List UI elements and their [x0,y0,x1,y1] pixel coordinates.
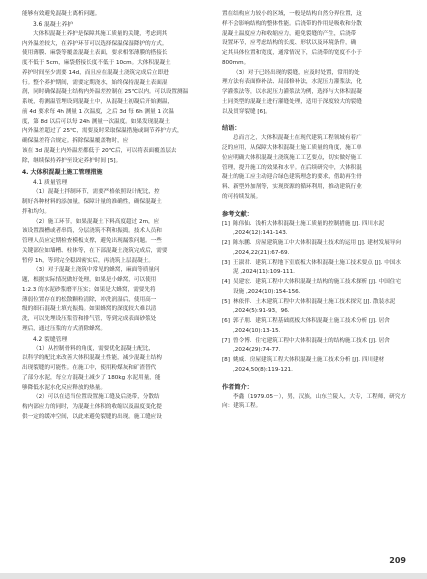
text-line: 前 4d 要求每 4h 测量 1 次温度，之后 3d 每 6h 测量 1 次温 [22,108,174,115]
text-line: 确保温差符合规定。拆除保温覆盖物时，应 [22,138,129,144]
text-line: 泛的应用，从保障大体积混凝土施工质量的角度，施工单 [222,145,362,151]
reference-text: 吴建宏．建筑工程中大体积混凝土结构的施工技术探析 [J]. 中国住宅设施 ,2024(10):154-156. [233,279,401,295]
paragraph-cracks-3 [222,69,406,118]
reference-text: 陈东鹏．房屋建筑施工中大体积混凝土技术的运用 [J]. 建材发展导向 ,2024,22(21):67-69. [233,240,401,256]
author-bio: 李鑫（1979.05－），男，汉族，山东兰陵人，大专，工程师，研究方向：建筑工程。 [222,393,406,410]
text-line: 料、新型外加剂等，实现资源的循环利用，推动建筑行业 [222,184,362,190]
text-line: （1）混凝土拌制环节，需要严格依照设计配比，控 [33,189,160,196]
text-line: 行。整个养护期间，需要定期浇水，始终保持混凝土表面湿 [22,79,168,86]
reference-number: [2] [222,240,230,246]
text-line: 大体积混凝土养护是保障其施工质量的关键，考虑到其 [33,30,168,37]
reference-number: [1] [222,220,230,227]
paragraph-quality-2 [22,218,204,267]
text-line: 供一定的缓冲空间，以此来避免裂缝的出现。施工缝应设 [22,413,162,420]
section-heading-curing: 3.6 混凝土养护 [33,21,74,28]
text-line: 学灌浆法等，以水泥压力灌浆法为例，选择与大体积混凝 [222,89,362,95]
reference-item [222,317,406,337]
reference-item [222,239,406,259]
paragraph-cracks-1 [22,345,204,394]
paragraph-cracks-2-cont [222,10,406,69]
text-line: 样不会影响结构的整体性能。后浇带的作用是吸收和分散 [222,20,362,27]
text-line: 混凝土温度应力和收缩应力，避免裂缝的产生，后浇带 [222,30,357,37]
paragraph-quality-3 [22,266,204,334]
text-line: 理后，通过压浆的方式消除蜂窝。 [22,325,106,332]
reference-item [222,337,406,357]
text-line: 置在结构应力较小的区域，一般是结构自然分界位置，这 [222,11,362,17]
reference-text: 曾令博．住宅建筑工程中大体积混凝土的结构施工技术 [J]. 居舍 ,2024(29):74-77. [233,337,390,354]
text-line: 以及贯穿裂缝 [6]。 [222,108,271,115]
text-line: 能够有效避免混凝土离析问题。 [22,11,101,17]
text-line: （1）从控制骨料的角度，需要优化混凝土配比， [33,345,155,352]
reference-text: 林依伴．土木建筑工程中大体积混凝土施工技术探究 [J]. 散装水泥 ,2024(5):91-93，96. [233,298,396,315]
text-line: 关键部位如墙槽、柱体等，在下部混凝土浇筑完成后，需要 [22,247,168,254]
text-line: （3）对于已经出现的裂缝，应及时处置，常用的处 [233,69,360,76]
reference-text: 陈伟仙．浅析大体积混凝土施工质量的控制措施 [J]. 四川水泥 ,2024(12):141-143. [233,220,385,237]
text-line: 的可持续发展。 [222,193,262,200]
conclusion-heading: 结语： [222,125,241,133]
text-line: （2）可以在适当位置设置施工缝及后浇带，分散结 [33,394,160,401]
text-line: 度，第 8d 以后可以每 24h 测量一次温度。如果发现混凝土 [22,118,170,125]
text-line: 总而言之，大体积混凝土在现代建筑工程领域有着广 [233,135,362,142]
text-line: （3）对于混凝土浇筑中常见的蜂窝，麻面等质量问 [33,267,160,274]
paragraph-cracks-2 [22,393,204,422]
reference-text: 王淑君．建筑工程地下室底板大体积混凝土施工技术要点 [J]. 中国水泥 ,2024(11):109-111. [233,259,401,276]
text-line: 暂停 1h，等到完全稳固密实后，再浇筑上层混凝土。 [22,257,154,264]
text-line: 位应明确大体积混凝土浇筑施工工艺要点，切实做好施工 [222,154,362,161]
text-line: 够降低水泥水化反应释放的热量。 [22,384,106,391]
text-line: 构内部应力的同时，为混凝土体积的收缩以及温度变化提 [22,404,162,410]
text-line: 洗，可以先埋设压浆管和排气管，等到完成表面砂浆处 [22,316,157,322]
paragraph-conclusion [222,134,406,202]
paragraph-quality-1 [22,188,204,217]
reference-item [222,220,406,240]
text-line: 理方法有表面修补法、局部修补法，水泥压力灌浆法，化 [222,79,362,86]
text-line: 该在 3d 混凝土内外温差都低于 20℃后，可以将表面覆盖层去 [22,147,177,154]
right-column [222,10,406,412]
references-heading: 参考文献： [222,210,253,218]
text-line: 内外温差较大，在养护环节可以选择保温保湿降护的方式。 [22,40,168,47]
text-line: 度不低于 5cm，麻袋搭接长度不低于 10cm。大体积混凝土 [22,60,171,66]
reference-item [222,356,406,376]
author-heading: 作者简介： [222,383,253,391]
text-line: 出现裂缝的可能性。在施工中，使用粉煤灰和矿渣替代 [22,365,157,371]
text-line: 级的细石混凝土填充振捣。如果蜂窝的深度较大难以清 [22,306,157,313]
reference-number: [7] [222,337,230,344]
text-line: 内外温差超过了 25℃，需要及时采取保温措施或调节养护方式， [22,128,183,135]
text-line: 800mm。 [222,59,250,66]
text-line: 1:2.3 的水泥砂浆磨平压实；如果是大蜂窝，需要先将 [22,286,156,293]
text-line: 管理人员应定期检查模板支撑，避免出现漏浆问题。一些 [22,238,162,244]
subsection-heading-cracks: 4.2 裂缝管理 [33,336,68,343]
text-line: 养护时间至少需要 14d，而且应在混凝土浇筑完成后立即进 [22,69,169,76]
text-line: 该设置溜槽或者串筒，分层浇筑不利和振捣。技术人员和 [22,228,162,235]
section-heading-management: 4. 大体积混凝土施工管理措施 [22,169,103,177]
text-line: 凝土的施工应主动迎合绿色建筑理念的要求，借助再生骨 [222,174,362,181]
text-line: 除，继续保持养护至设定养护时间 [5]。 [22,157,122,164]
text-line: 使用薄膜、麻袋等覆盖混凝土表面，要求相邻薄膜的搭接长 [22,50,168,57]
page-number: 209 [389,556,406,565]
text-line: （2）施工环节，如果混凝土下料高度超过 2m，应 [33,218,160,225]
text-line: 以科学的配比来改善大体积混凝土性能，减少混凝土结构 [22,355,162,362]
text-line: 设置环节，应考虑结构的长度、形状以及环境条件，确 [222,40,357,47]
reference-number: [4] [222,279,230,285]
left-column [22,10,204,423]
reference-list [222,220,406,376]
reference-text: 郭子朋．建筑工程基础底板大体积混凝土施工技术分析 [J]. 居舍 ,2024(10):13-15. [233,318,390,334]
text-line: 制好各种材料的添加量，保障计量的准确性，确保混凝土 [22,199,162,205]
reference-number: [5] [222,298,230,305]
footer-bar [0,573,427,579]
text-line: 管理，提升施工的效果和水平。在后续研究中，大体积混 [222,164,362,171]
reference-item [222,298,406,318]
text-line: 薄弱位置存在的松散颗粒清除，冲洗润湿后，使用高一 [22,296,157,303]
reference-item [222,278,406,298]
text-line: 拌和均匀。 [22,208,50,215]
paragraph-curing [22,30,204,167]
text-line: 系统，将测温管埋设到混凝土中，从混凝土初凝后开始测温， [22,99,174,105]
reference-number: [3] [222,259,230,266]
text-line: 题，根据实际情况做好处理，如果是小蜂窝，可以使用 [22,277,157,283]
text-line: 润，同时确保混凝土结构内外温差控制在 25℃以内。可以设置测温 [22,89,189,96]
reference-number: [6] [222,318,230,324]
text-line: 定其具体位置和宽度，通常情况下，后浇带的宽度不小于 [222,50,362,56]
text-line: 土同类型的混凝土进行灌缝处理，适用于深度较大的裂缝 [222,98,362,105]
reference-number: [8] [222,357,230,363]
text-line: 了部分水泥，每立方混凝土减少了 180kg 水泥用量，能 [22,374,161,381]
subsection-heading-quality: 4.1 质量管理 [33,180,68,187]
reference-text: 姚威．房屋建筑工程大体积混凝土施工技术分析 [J]. 四川建材 ,2024,50(8):119-121. [233,357,385,373]
reference-item [222,259,406,279]
